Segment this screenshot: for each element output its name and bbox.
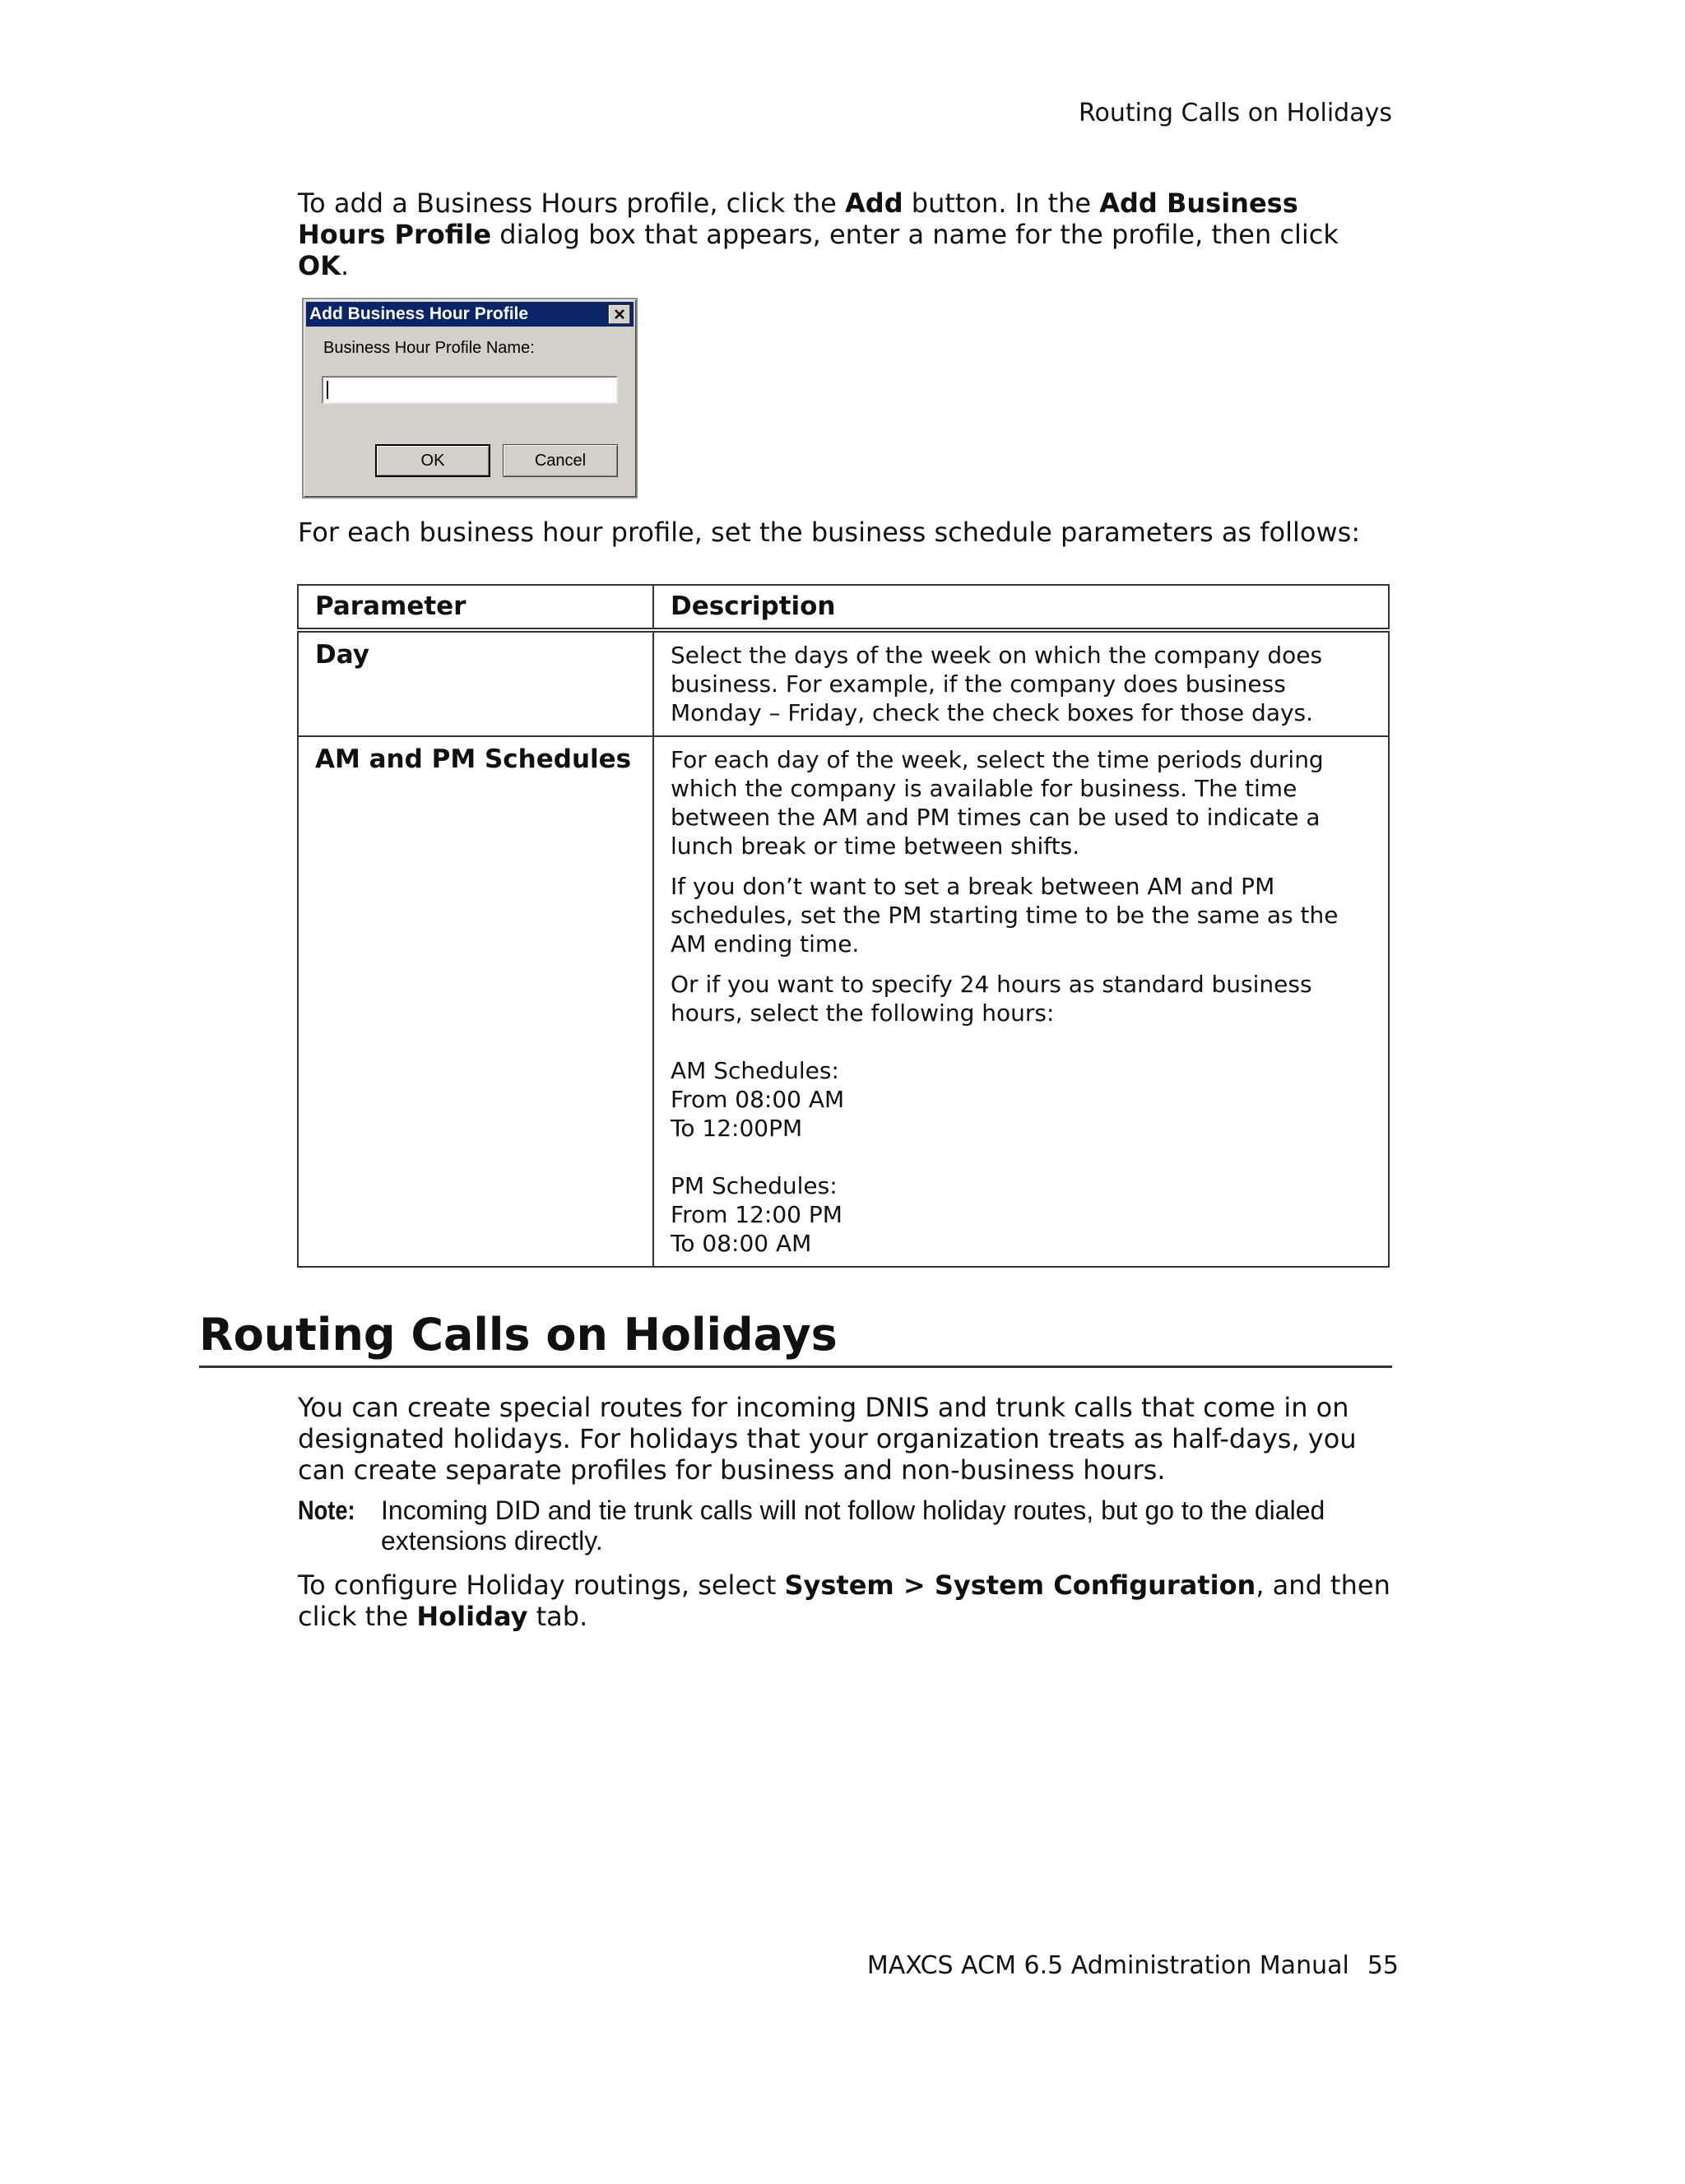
page-footer — [740, 1950, 1399, 1982]
section-title: Routing Calls on Holidays — [199, 1308, 1392, 1368]
menu-path: System > System Configuration — [784, 1570, 1256, 1601]
description-cell: Select the days of the week on which the company does business. For example, if the company does business Monday – Friday, check the check boxes for those days. — [653, 630, 1389, 736]
page-number: 55 — [1367, 1951, 1399, 1980]
text-caret — [327, 381, 328, 399]
schedule-intro: For each business hour profile, set the business schedule parameters as follows: — [298, 517, 1361, 548]
holiday-instructions — [298, 1570, 1392, 1632]
profile-name-input[interactable] — [322, 376, 618, 404]
section-paragraph: You can create special routes for incoming DNIS and trunk calls that come in on designated holidays. For holidays that your organization treats as half-days, you can create separate profiles for business and non-business hours. — [298, 1392, 1357, 1486]
description-paragraph: For each day of the week, select the time periods during which the company is available for business. The time between the AM and PM times can be used to indicate a lunch break or time between shifts. — [671, 746, 1324, 860]
spacer — [671, 1143, 1373, 1171]
column-header-description: Description — [653, 585, 1389, 630]
instruction-text: , and then click the — [298, 1570, 1390, 1632]
add-business-hour-profile-dialog — [302, 298, 638, 498]
column-header-parameter: Parameter — [298, 585, 653, 630]
close-icon — [614, 308, 625, 320]
instruction-text: tab. — [527, 1601, 588, 1632]
pm-schedule-from: From 12:00 PM — [671, 1201, 842, 1228]
am-schedule-from: From 08:00 AM — [671, 1086, 845, 1113]
pm-schedule-heading: PM Schedules: — [671, 1172, 838, 1199]
profile-name-label: Business Hour Profile Name: — [323, 339, 535, 357]
note-text: Incoming DID and tie trunk calls will not follow holiday routes, but go to the dialed extensions directly. — [381, 1495, 1325, 1556]
intro-text: button. In the — [903, 188, 1100, 219]
instruction-text: To configure Holiday routings, select — [298, 1570, 785, 1601]
parameter-cell: Day — [298, 630, 653, 736]
am-schedule-to: To 12:00PM — [671, 1115, 803, 1142]
intro-text: dialog box that appears, enter a name for the profile, then click — [491, 219, 1339, 250]
pm-schedule-to: To 08:00 AM — [671, 1230, 812, 1257]
intro-paragraph — [298, 188, 1392, 281]
description-paragraph — [671, 970, 1373, 1258]
cancel-button[interactable]: Cancel — [503, 444, 618, 477]
dialog-title-bar[interactable] — [306, 302, 634, 327]
intro-bold-ok: OK — [298, 250, 341, 281]
description-line: Or if you want to specify 24 hours as standard business hours, select the following hours: — [671, 971, 1312, 1027]
table-row — [298, 630, 1389, 736]
schedule-parameters-table — [297, 584, 1390, 1268]
intro-bold-dialog-name: Add Business Hours Profile — [298, 188, 1298, 250]
manual-title: MAXCS ACM 6.5 Administration Manual — [866, 1951, 1349, 1980]
intro-text: . — [341, 250, 350, 281]
intro-bold-add: Add — [845, 188, 903, 219]
note-label: Note: — [298, 1495, 355, 1525]
ok-button[interactable]: OK — [375, 444, 490, 477]
table-header-row — [298, 585, 1389, 630]
parameter-cell: AM and PM Schedules — [298, 736, 653, 1267]
intro-text: To add a Business Hours profile, click the — [298, 188, 846, 219]
spacer — [671, 1027, 1373, 1056]
dialog-close-button[interactable] — [608, 304, 630, 324]
running-header: Routing Calls on Holidays — [1078, 99, 1392, 128]
am-schedule-heading: AM Schedules: — [671, 1057, 839, 1084]
description-paragraph: If you don’t want to set a break between AM and PM schedules, set the PM starting time to be the same as the AM ending time. — [671, 873, 1339, 958]
holiday-tab-name: Holiday — [416, 1601, 528, 1632]
table-row — [298, 736, 1389, 1267]
dialog-title: Add Business Hour Profile — [309, 304, 529, 323]
description-cell — [653, 736, 1389, 1267]
